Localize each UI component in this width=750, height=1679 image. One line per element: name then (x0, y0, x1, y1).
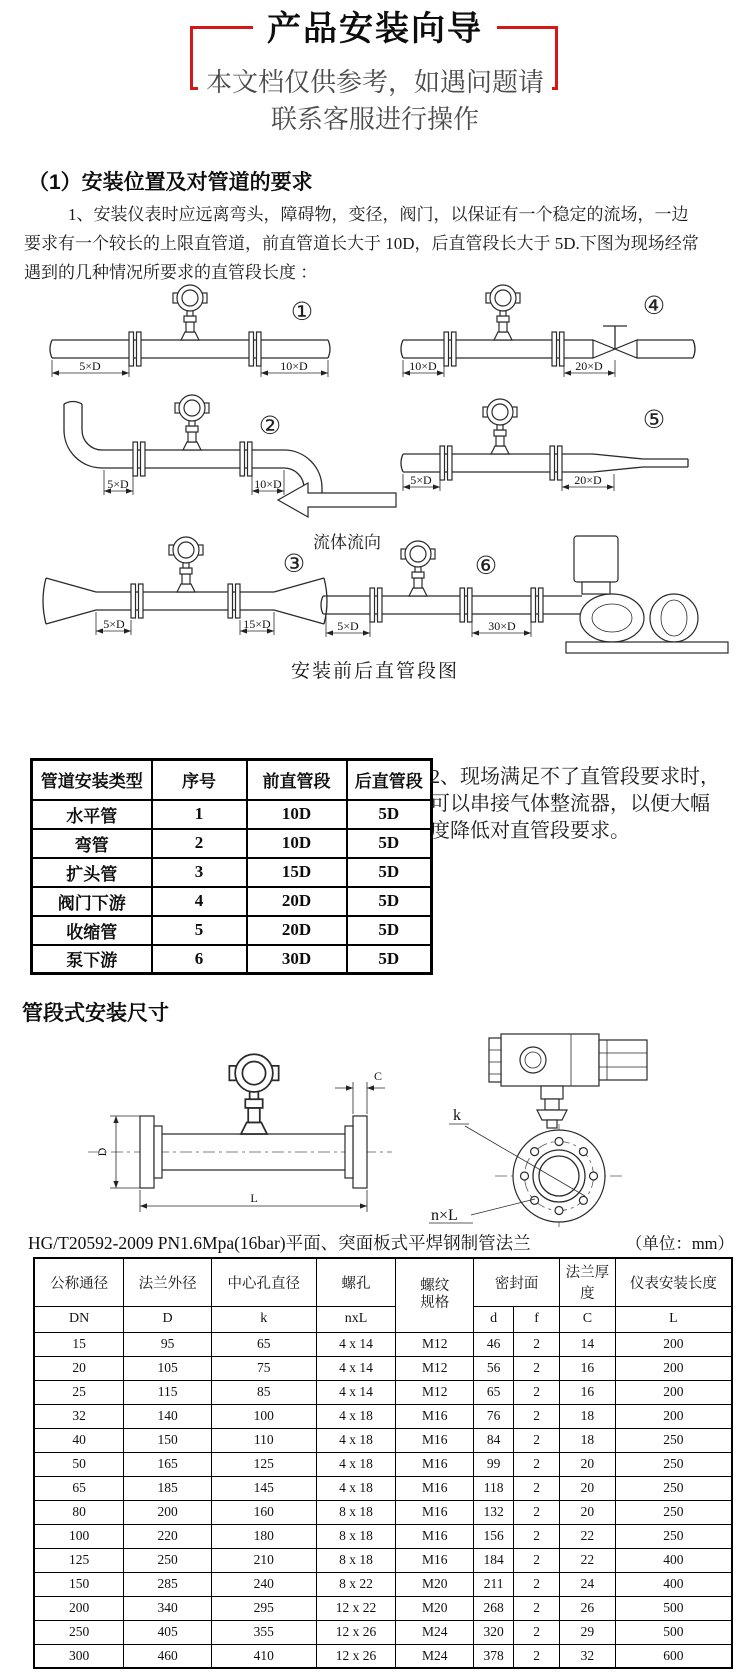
flange-table-title-row (28, 1230, 734, 1255)
table-cell: 1 (152, 800, 247, 829)
table-cell: 211 (474, 1572, 514, 1596)
table-cell: 410 (211, 1644, 316, 1668)
column-header: 仪表安装长度 (615, 1258, 732, 1306)
table-cell: 180 (211, 1524, 316, 1548)
table-cell: M20 (396, 1572, 474, 1596)
transmitter-icon (489, 1034, 647, 1128)
dimension-label: 5×D (337, 619, 359, 633)
table-row (32, 829, 432, 858)
table-cell: 50 (34, 1452, 124, 1476)
table-cell: 2 (514, 1500, 560, 1524)
table-row (34, 1620, 732, 1644)
table-cell: 5D (347, 800, 432, 829)
table-cell: 132 (474, 1500, 514, 1524)
table-cell: 100 (34, 1524, 124, 1548)
table-cell: 2 (514, 1572, 560, 1596)
table-cell: 4 x 14 (316, 1332, 396, 1356)
table-cell: 2 (514, 1380, 560, 1404)
table-cell: 150 (124, 1428, 212, 1452)
section1-heading: （1）安装位置及对管道的要求 (28, 171, 313, 194)
unit-label: （单位：mm） (625, 1234, 734, 1253)
table-cell: 4 x 18 (316, 1404, 396, 1428)
table-cell: 20D (247, 916, 347, 945)
diagram-reducer-pipe (398, 396, 698, 501)
table-cell: 320 (474, 1620, 514, 1644)
dimension-label: C (373, 1069, 383, 1083)
dimension-label: 20×D (575, 359, 603, 373)
flange-disk (353, 1116, 367, 1188)
column-symbol: d (474, 1306, 514, 1332)
table-cell: 250 (124, 1548, 212, 1572)
reducer-cone (593, 454, 688, 472)
table-cell: 2 (514, 1644, 560, 1668)
flow-direction-arrow (272, 478, 422, 527)
table-cell: 200 (615, 1356, 732, 1380)
flange-icon (228, 584, 240, 618)
diagram-number: ⑥ (474, 551, 498, 580)
table-cell: 4 x 18 (316, 1428, 396, 1452)
table-cell: 500 (615, 1596, 732, 1620)
table-cell: 250 (615, 1500, 732, 1524)
flange-icon (133, 442, 145, 476)
table-cell: 2 (514, 1452, 560, 1476)
table-cell: M24 (396, 1620, 474, 1644)
table-cell: 140 (124, 1404, 212, 1428)
table-cell: 300 (34, 1644, 124, 1668)
table-cell: 2 (514, 1476, 560, 1500)
table-cell: 80 (34, 1500, 124, 1524)
flow-meter-icon (483, 399, 517, 454)
paragraph-line: 1、安装仪表时应远离弯头，障碍物，变径，阀门，以保证有一个稳定的流场，一边 (68, 205, 689, 224)
subtitle-line-1: 本文档仅供参考，如遇问题请 (198, 62, 552, 99)
table-cell: 4 x 14 (316, 1380, 396, 1404)
table-cell: M12 (396, 1356, 474, 1380)
flange-icon (440, 446, 452, 480)
table-cell: 2 (514, 1596, 560, 1620)
table-row (34, 1572, 732, 1596)
column-symbol: DN (34, 1306, 124, 1332)
table-row (32, 858, 432, 887)
diagram-valve-pipe (398, 282, 698, 387)
table-row (34, 1596, 732, 1620)
table-cell: 5D (347, 916, 432, 945)
table-cell: 18 (559, 1404, 615, 1428)
table-cell: 250 (615, 1524, 732, 1548)
table-cell: 2 (514, 1524, 560, 1548)
table-cell: 40 (34, 1428, 124, 1452)
table-row (32, 887, 432, 916)
table-cell: 3 (152, 858, 247, 887)
table-cell: 378 (474, 1644, 514, 1668)
table-cell: 84 (474, 1428, 514, 1452)
table-cell: 250 (615, 1452, 732, 1476)
table-cell: 20D (247, 887, 347, 916)
table-cell: 5D (347, 887, 432, 916)
flange-icon (249, 332, 261, 366)
table-cell: 200 (615, 1380, 732, 1404)
table-cell: 150 (34, 1572, 124, 1596)
column-header: 后直管段 (347, 760, 432, 800)
table-cell: 2 (514, 1548, 560, 1572)
diagram-number: ① (290, 297, 314, 326)
table-cell: 18 (559, 1428, 615, 1452)
table-cell: 22 (559, 1524, 615, 1548)
table-cell: 185 (124, 1476, 212, 1500)
table-cell: 25 (34, 1380, 124, 1404)
table-row (34, 1428, 732, 1452)
table-cell: 200 (615, 1404, 732, 1428)
bolt-holes-label: n×L (431, 1207, 458, 1224)
pipe-diagrams (0, 282, 750, 660)
table-cell: 184 (474, 1548, 514, 1572)
table-cell: 65 (474, 1380, 514, 1404)
table-cell: 200 (124, 1500, 212, 1524)
left-arrow-icon (272, 478, 402, 522)
table-cell: 2 (152, 829, 247, 858)
dimension-label: 10×D (409, 359, 437, 373)
table-row (34, 1404, 732, 1428)
table-cell: 156 (474, 1524, 514, 1548)
table-cell: 2 (514, 1356, 560, 1380)
column-header: 法兰外径 (124, 1258, 212, 1306)
header (0, 0, 750, 145)
note-line: 度降低对直管段要求。 (430, 820, 630, 842)
table-cell: 145 (211, 1476, 316, 1500)
flange-icon (460, 588, 472, 622)
diagrams-caption: 安装前后直管段图 (290, 661, 459, 682)
flow-meter-icon (401, 541, 435, 596)
subtitle-line-2: 联系客服进行操作 (270, 104, 479, 134)
table-cell: 355 (211, 1620, 316, 1644)
flow-meter-icon (175, 395, 209, 450)
table-cell: 29 (559, 1620, 615, 1644)
diagram-number: ④ (642, 291, 666, 320)
paragraph-line: 遇到的几种情况所要求的直管段长度 ： (24, 263, 318, 282)
table-row (34, 1476, 732, 1500)
dimension-label: 10×D (254, 477, 282, 491)
table-row (32, 800, 432, 829)
table-cell: 105 (124, 1356, 212, 1380)
flange-disk (140, 1116, 154, 1188)
table-cell: 14 (559, 1332, 615, 1356)
flange-icon (131, 584, 143, 618)
table-cell: 240 (211, 1572, 316, 1596)
table-cell: 4 x 18 (316, 1452, 396, 1476)
table-cell: 2 (514, 1332, 560, 1356)
column-symbol: L (615, 1306, 732, 1332)
table-cell: 65 (34, 1476, 124, 1500)
table-cell: 15 (34, 1332, 124, 1356)
column-header: 法兰厚度 (559, 1258, 615, 1306)
table-row (32, 945, 432, 974)
column-header: 管道安装类型 (32, 760, 152, 800)
dimension-label: L (250, 1191, 258, 1205)
table-row (34, 1380, 732, 1404)
table-cell: 8 x 22 (316, 1572, 396, 1596)
column-header: 密封面 (474, 1258, 560, 1306)
table-cell: 165 (124, 1452, 212, 1476)
note-line: 可以串接气体整流器，以便大幅 (430, 793, 710, 815)
dimension-label: 5×D (79, 359, 101, 373)
table-cell: 扩头管 (32, 858, 152, 887)
table-cell: 12 x 22 (316, 1596, 396, 1620)
table-cell: 99 (474, 1452, 514, 1476)
table-cell: 160 (211, 1500, 316, 1524)
column-symbol: nxL (316, 1306, 396, 1332)
table-cell: 收缩管 (32, 916, 152, 945)
column-header: 中心孔直径 (211, 1258, 316, 1306)
flange-icon (531, 588, 543, 622)
dimension-label: 30×D (488, 619, 516, 633)
dimension-label: 10×D (280, 359, 308, 373)
diagram-straight-pipe (40, 282, 340, 387)
table-cell: 2 (514, 1428, 560, 1452)
technical-drawings (0, 1024, 750, 1224)
table-cell: 250 (615, 1428, 732, 1452)
table-cell: 22 (559, 1548, 615, 1572)
flange-icon (552, 332, 564, 366)
table-cell: 210 (211, 1548, 316, 1572)
table-row (34, 1644, 732, 1668)
column-header: 前直管段 (247, 760, 347, 800)
dimension-label: 5×D (107, 477, 129, 491)
table-cell: 10D (247, 800, 347, 829)
table-cell: 5 (152, 916, 247, 945)
page-title: 产品安装向导 (253, 1, 497, 50)
table-cell: 24 (559, 1572, 615, 1596)
table-cell: M16 (396, 1404, 474, 1428)
flange-table-title: HG/T20592-2009 PN1.6Mpa(16bar)平面、突面板式平焊钢制管法兰 (28, 1233, 531, 1253)
table-cell: 5D (347, 829, 432, 858)
table-cell: 118 (474, 1476, 514, 1500)
table-cell: 5D (347, 858, 432, 887)
table-cell: 15D (247, 858, 347, 887)
paragraph-line: 要求有一个较长的上限直管道，前直管道长大于 10D，后直管段长大于 5D.下图为现场经常 (24, 234, 699, 253)
table-cell: 500 (615, 1620, 732, 1644)
table-cell: 65 (211, 1332, 316, 1356)
table-cell: M16 (396, 1500, 474, 1524)
table-cell: 110 (211, 1428, 316, 1452)
table-cell: M20 (396, 1596, 474, 1620)
table-cell: M16 (396, 1524, 474, 1548)
table-cell: 16 (559, 1380, 615, 1404)
diagram-number: ③ (282, 549, 306, 578)
table-cell: 16 (559, 1356, 615, 1380)
flange-face (495, 1124, 623, 1227)
straight-run-table (30, 758, 433, 975)
dimension-label: D (95, 1147, 109, 1157)
diagram-number: ⑤ (642, 405, 666, 434)
flow-meter-icon (486, 285, 520, 340)
column-header: 公称通径 (34, 1258, 124, 1306)
table-cell: 弯管 (32, 829, 152, 858)
table-cell: 4 x 18 (316, 1476, 396, 1500)
table-cell: 268 (474, 1596, 514, 1620)
table-cell: M16 (396, 1548, 474, 1572)
table-cell: M12 (396, 1380, 474, 1404)
table-cell: 6 (152, 945, 247, 974)
table-cell: 阀门下游 (32, 887, 152, 916)
column-header: 螺纹规格 (396, 1258, 474, 1332)
table-cell: 75 (211, 1356, 316, 1380)
table-row (34, 1452, 732, 1476)
section1-paragraph (24, 200, 732, 287)
diagram-number: ② (258, 411, 282, 440)
table-cell: 400 (615, 1548, 732, 1572)
table-cell: 125 (211, 1452, 316, 1476)
table-cell: 12 x 26 (316, 1644, 396, 1668)
table-cell: 460 (124, 1644, 212, 1668)
table-cell: 405 (124, 1620, 212, 1644)
note-paragraph (430, 764, 750, 845)
table-cell: 600 (615, 1644, 732, 1668)
expander-cone (43, 578, 96, 624)
flange-icon (550, 446, 562, 480)
flange-icon (240, 442, 252, 476)
table-cell: 4 (152, 887, 247, 916)
table-cell: 泵下游 (32, 945, 152, 974)
table-cell: 2 (514, 1404, 560, 1428)
table-row (34, 1356, 732, 1380)
table-cell: 8 x 18 (316, 1524, 396, 1548)
table-cell: 285 (124, 1572, 212, 1596)
flow-direction-label: 流体流向 (313, 533, 381, 552)
table-cell: 20 (559, 1476, 615, 1500)
meter-side-view-drawing (40, 1026, 400, 1218)
flange-dimensions-table (33, 1257, 733, 1669)
table-cell: 220 (124, 1524, 212, 1548)
table-cell: 200 (615, 1332, 732, 1356)
table-cell: 水平管 (32, 800, 152, 829)
section2-heading: 管段式安装尺寸 (22, 1002, 169, 1025)
table-header-row (34, 1258, 732, 1306)
dimension-label: 20×D (574, 473, 602, 487)
table-cell: 95 (124, 1332, 212, 1356)
diagram-expander-pipe (34, 534, 334, 646)
table-cell: M16 (396, 1476, 474, 1500)
table-cell: 5D (347, 945, 432, 974)
table-cell: 400 (615, 1572, 732, 1596)
column-header: 螺孔 (316, 1258, 396, 1306)
table-cell: 100 (211, 1404, 316, 1428)
table-cell: 250 (34, 1620, 124, 1644)
table-header-row (32, 760, 432, 800)
pump-icon (543, 536, 728, 653)
table-cell: 46 (474, 1332, 514, 1356)
table-cell: 30D (247, 945, 347, 974)
table-cell: 8 x 18 (316, 1548, 396, 1572)
table-cell: 4 x 14 (316, 1356, 396, 1380)
dimension-label: 15×D (243, 617, 271, 631)
table-cell: 2 (514, 1620, 560, 1644)
table-cell: 12 x 26 (316, 1620, 396, 1644)
table-cell: 85 (211, 1380, 316, 1404)
bolt-circle-label: k (453, 1107, 461, 1124)
column-header: 序号 (152, 760, 247, 800)
column-symbol: C (559, 1306, 615, 1332)
note-line: 2、现场满足不了直管段要求时， (430, 766, 720, 788)
table-row (32, 916, 432, 945)
table-cell: 8 x 18 (316, 1500, 396, 1524)
table-cell: 20 (559, 1500, 615, 1524)
table-cell: 56 (474, 1356, 514, 1380)
flow-meter-icon (173, 285, 207, 340)
table-cell: M12 (396, 1332, 474, 1356)
table-cell: 200 (34, 1596, 124, 1620)
flange-icon (444, 332, 456, 366)
flow-meter-icon (229, 1054, 278, 1134)
table-row (34, 1524, 732, 1548)
column-symbol: D (124, 1306, 212, 1332)
flange-icon (129, 332, 141, 366)
table-cell: M16 (396, 1452, 474, 1476)
table-cell: 26 (559, 1596, 615, 1620)
table-cell: 125 (34, 1548, 124, 1572)
table-cell: 32 (34, 1404, 124, 1428)
meter-flange-face-drawing (425, 1024, 715, 1229)
table-cell: 250 (615, 1476, 732, 1500)
column-symbol: f (514, 1306, 560, 1332)
table-cell: 76 (474, 1404, 514, 1428)
table-row (34, 1500, 732, 1524)
dimension-label: 5×D (410, 473, 432, 487)
table-cell: 20 (34, 1356, 124, 1380)
table-row (34, 1332, 732, 1356)
table-cell: 20 (559, 1452, 615, 1476)
table-cell: M24 (396, 1644, 474, 1668)
table-cell: 115 (124, 1380, 212, 1404)
diagram-pump-pipe (318, 532, 738, 658)
table-cell: 32 (559, 1644, 615, 1668)
table-row (34, 1548, 732, 1572)
column-symbol: k (211, 1306, 316, 1332)
flow-meter-icon (169, 537, 203, 592)
table-cell: M16 (396, 1428, 474, 1452)
flange-icon (370, 588, 382, 622)
table-header-row (34, 1306, 732, 1332)
table-cell: 295 (211, 1596, 316, 1620)
dimension-label: 5×D (103, 617, 125, 631)
table-cell: 10D (247, 829, 347, 858)
table-cell: 340 (124, 1596, 212, 1620)
